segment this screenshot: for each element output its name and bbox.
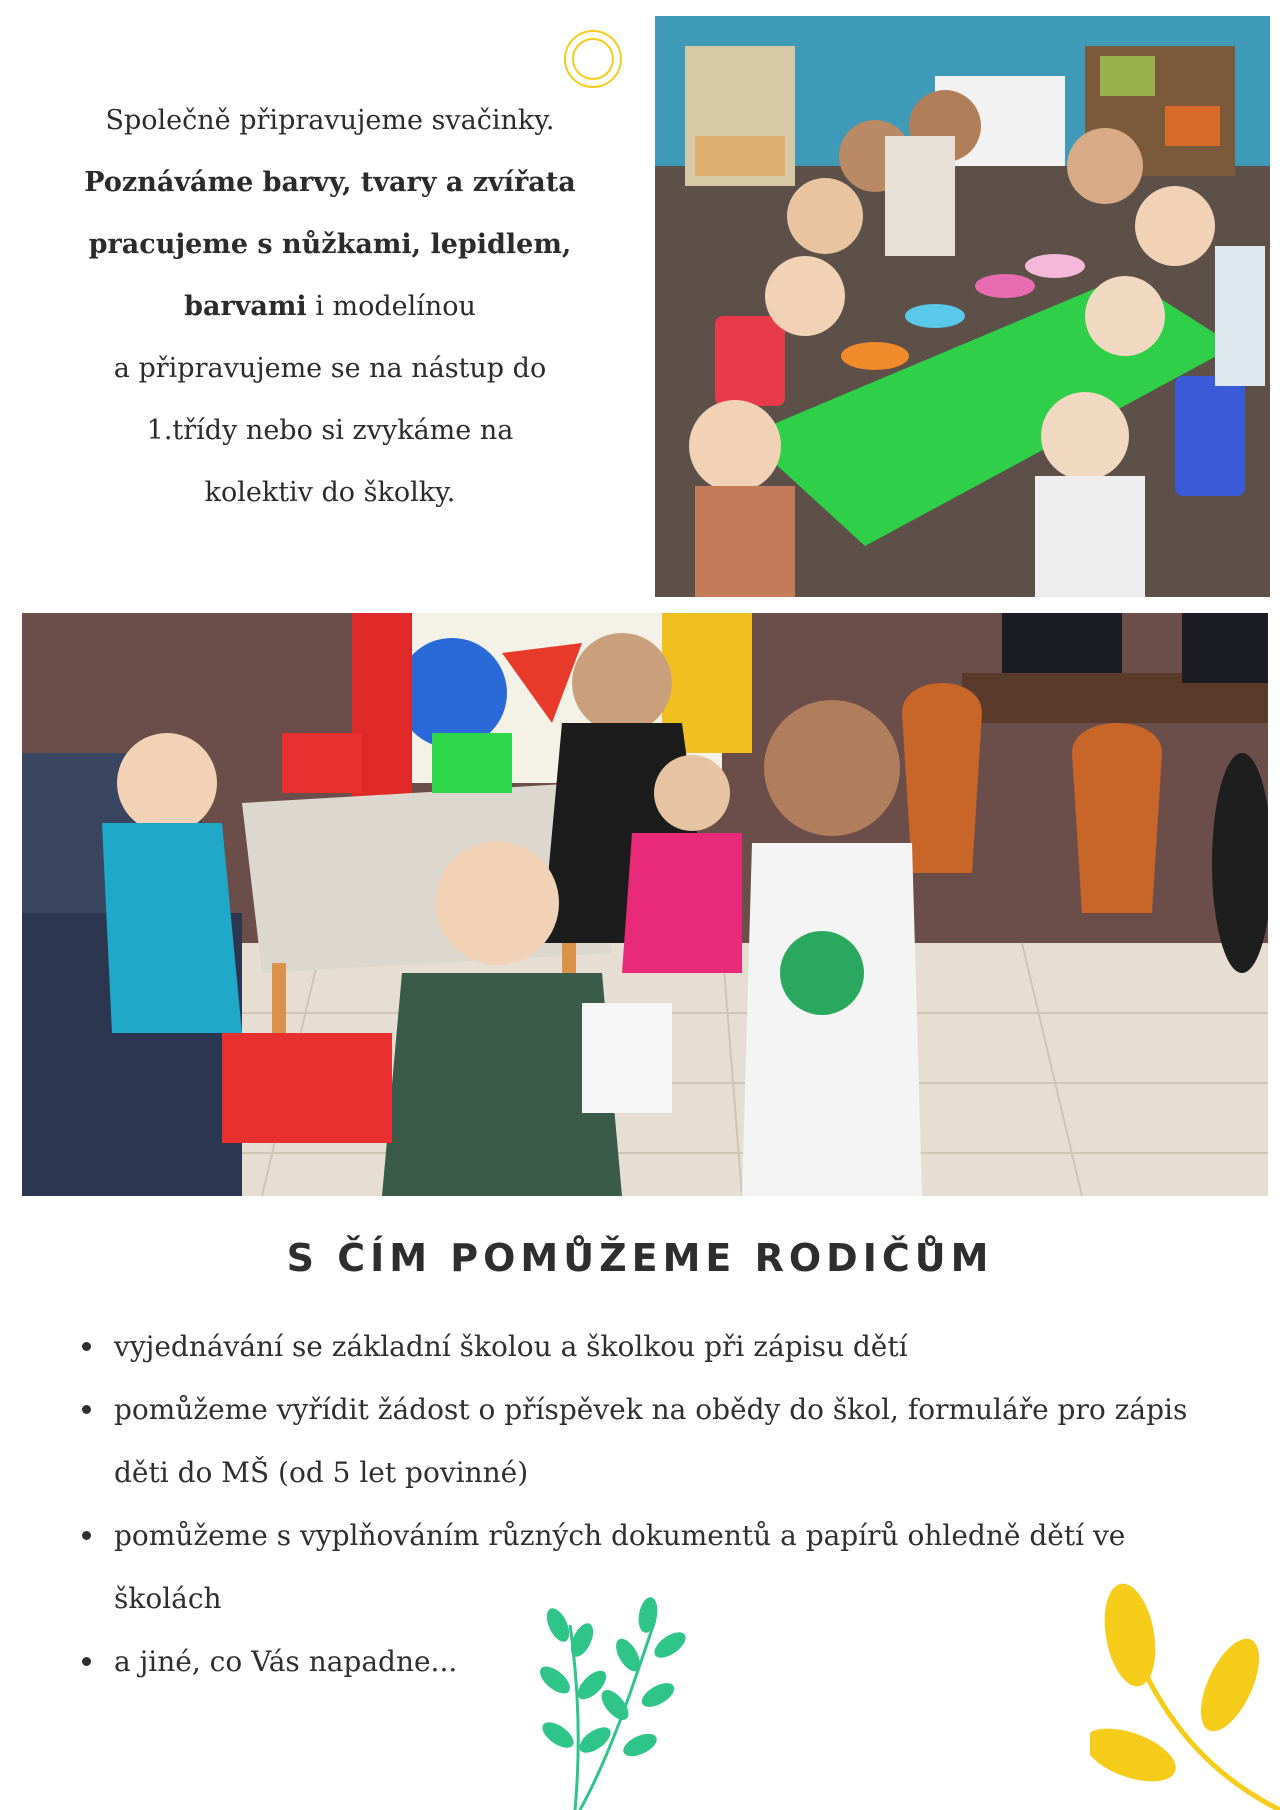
section-heading: S ČÍM POMŮŽEME RODIČŮM xyxy=(286,1236,994,1280)
circle-deco-icon xyxy=(562,28,624,90)
intro-line: 1.třídy nebo si zvykáme na xyxy=(146,415,514,446)
photo-snack-time xyxy=(655,16,1270,597)
bullet-dot xyxy=(82,1405,91,1414)
bullet-dot xyxy=(82,1342,91,1351)
list-item-text: pomůžeme s vyplňováním různých dokumentů a papírů ohledně dětí ve školách xyxy=(114,1519,1126,1615)
intro-line-mixed xyxy=(50,276,610,338)
intro-line: a připravujeme se na nástup do xyxy=(113,353,547,384)
bullet-dot xyxy=(82,1531,91,1540)
intro-line-rest: i modelínou xyxy=(306,291,476,322)
list-item-text: vyjednávání se základní školou a školkou při zápisu dětí xyxy=(114,1330,908,1363)
green-leaf-icon xyxy=(520,1585,700,1810)
intro-bold-word: barvami xyxy=(184,291,307,322)
intro-line-bold: pracujeme s nůžkami, lepidlem, xyxy=(88,229,572,260)
list-item-text: pomůžeme vyřídit žádost o příspěvek na obědy do škol, formuláře pro zápis děti do MŠ (od 5 let povinné) xyxy=(114,1393,1188,1489)
list-item-text: a jiné, co Vás napadne... xyxy=(114,1645,458,1678)
intro-line: kolektiv do školky. xyxy=(204,477,456,508)
photo-crafts-activity xyxy=(22,613,1268,1196)
list-item xyxy=(82,1315,1212,1378)
intro-text xyxy=(50,90,610,524)
bullet-dot xyxy=(82,1657,91,1666)
intro-line: Společně připravujeme svačinky. xyxy=(105,105,555,136)
list-item xyxy=(82,1378,1212,1504)
yellow-leaf-icon xyxy=(1090,1575,1280,1810)
intro-line-bold: Poznáváme barvy, tvary a zvířata xyxy=(84,167,576,198)
